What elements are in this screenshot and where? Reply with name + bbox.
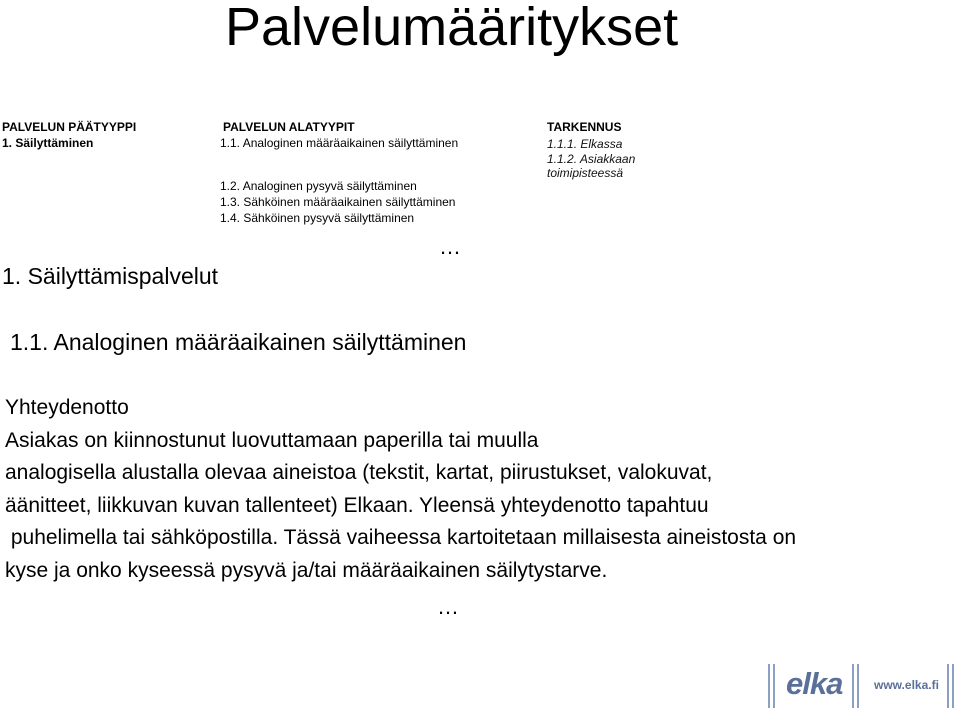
header-subtypes: PALVELUN ALATYYPIT <box>223 120 355 134</box>
body-line: analogisella alustalla olevaa aineistoa (tekstit, kartat, piirustukset, valokuvat, <box>5 461 713 484</box>
detail-item: toimipisteessä <box>547 166 624 180</box>
body-text <box>5 392 945 587</box>
ellipsis: … <box>439 234 461 259</box>
body-line: kyse ja onko kyseessä pysyvä ja/tai määräaikainen säilytystarve. <box>5 558 608 582</box>
subtype-item: 1.4. Sähköinen pysyvä säilyttäminen <box>220 211 415 225</box>
body-line: puhelimella tai sähköpostilla. Tässä vaiheessa kartoitetaan millaisesta aineistosta on <box>5 526 797 549</box>
subsection-heading: 1.1. Analoginen määräaikainen säilyttäminen <box>10 329 467 355</box>
detail-item: 1.1.2. Asiakkaan <box>547 152 636 166</box>
website-link[interactable]: www.elka.fi <box>874 678 939 692</box>
section-heading: 1. Säilyttämispalvelut <box>2 263 219 289</box>
subtype-item: 1.2. Analoginen pysyvä säilyttäminen <box>220 179 417 193</box>
detail-item: 1.1.1. Elkassa <box>547 137 623 151</box>
main-type: 1. Säilyttäminen <box>2 136 94 150</box>
subtype-item: 1.1. Analoginen määräaikainen säilyttäminen <box>220 136 459 150</box>
body-line: äänitteet, liikkuvan kuvan tallenteet) Elkaan. Yleensä yhteydenotto tapahtuu <box>5 493 709 517</box>
page-title: Palvelumääritykset <box>225 0 679 57</box>
elka-logo: elka <box>786 666 843 701</box>
ellipsis: … <box>437 594 459 619</box>
header-main-type: PALVELUN PÄÄTYYPPI <box>2 120 137 134</box>
subtype-item: 1.3. Sähköinen määräaikainen säilyttäminen <box>220 195 456 209</box>
body-line: Asiakas on kiinnostunut luovuttamaan paperilla tai muulla <box>5 428 539 452</box>
body-heading: Yhteydenotto <box>5 396 129 419</box>
header-detail: TARKENNUS <box>547 120 622 134</box>
